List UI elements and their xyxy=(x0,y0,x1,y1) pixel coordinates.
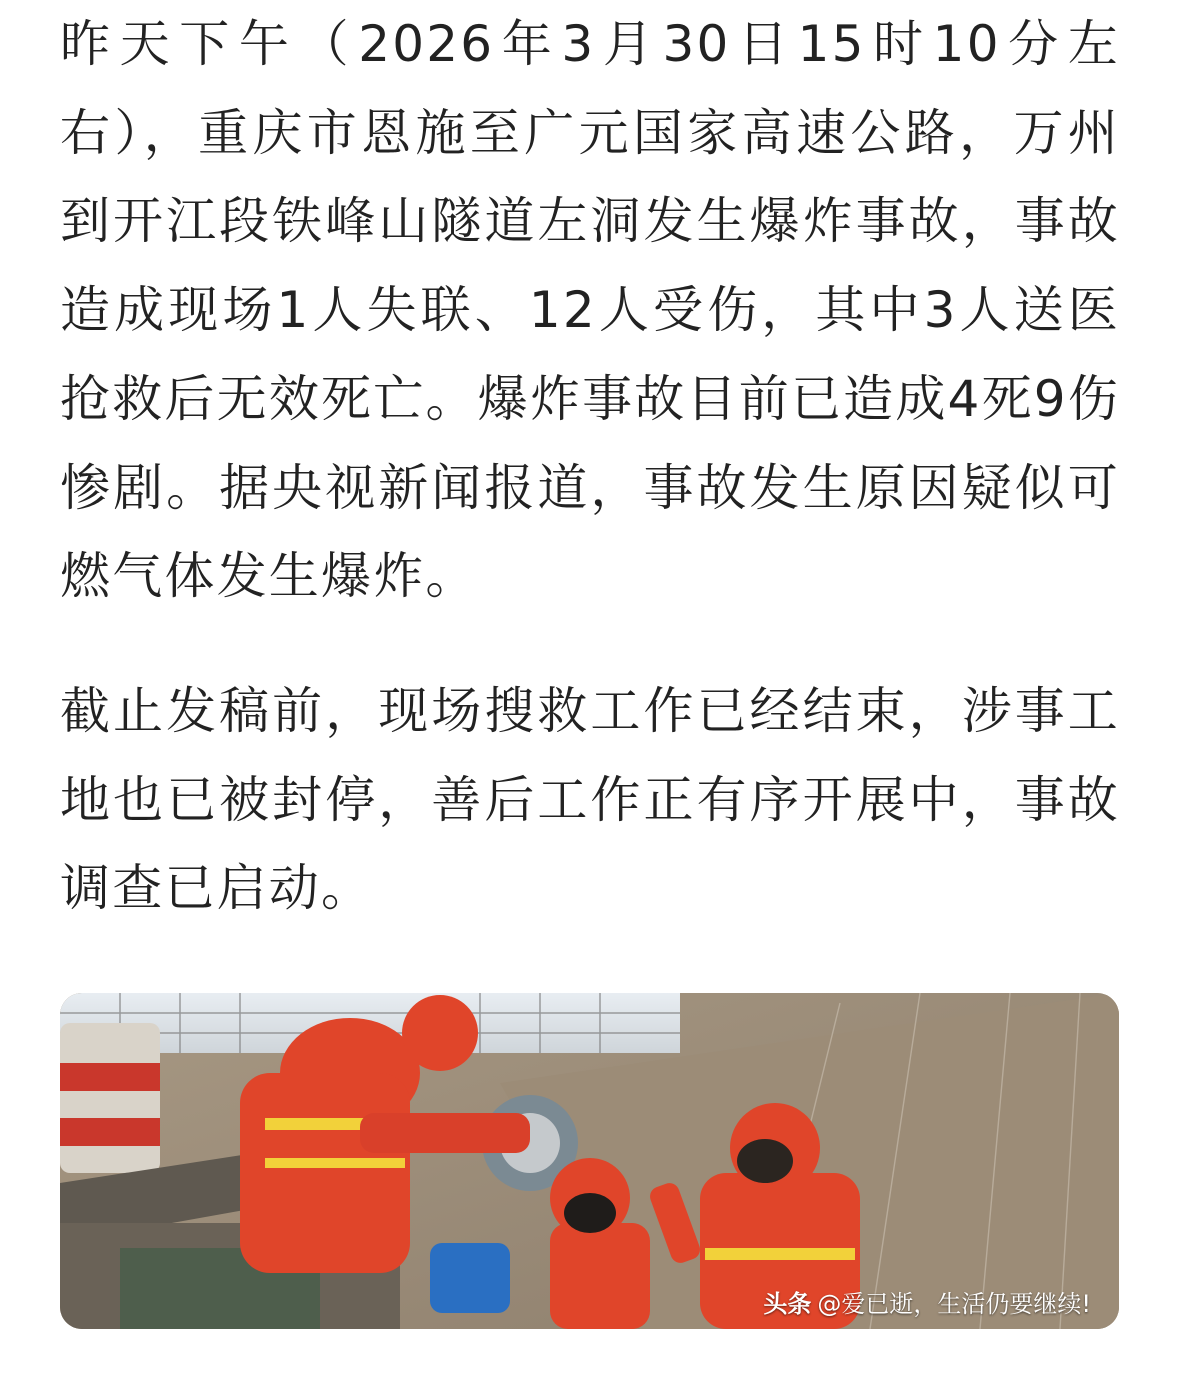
photo-watermark xyxy=(763,1284,1091,1319)
watermark-brand: 头条 xyxy=(763,1290,812,1318)
article-paragraph: 昨天下午（2026年3月30日15时10分左右），重庆市恩施至广元国家高速公路，万州到开江段铁峰山隧道左洞发生爆炸事故，事故造成现场1人失联、12人受伤，其中3人送医抢救后无效死亡。爆炸事故目前已造成4死9伤惨剧。据央视新闻报道，事故发生原因疑似可燃气体发生爆炸。 xyxy=(60,15,1120,606)
article-photo[interactable] xyxy=(60,993,1119,1329)
rescue-scene-illustration xyxy=(60,993,1119,1329)
article-paragraph: 截止发稿前，现场搜救工作已经结束，涉事工地也已被封停，善后工作正有序开展中，事故调查已启动。 xyxy=(60,682,1120,918)
watermark-author: @爱已逝，生活仍要继续! xyxy=(817,1290,1091,1318)
